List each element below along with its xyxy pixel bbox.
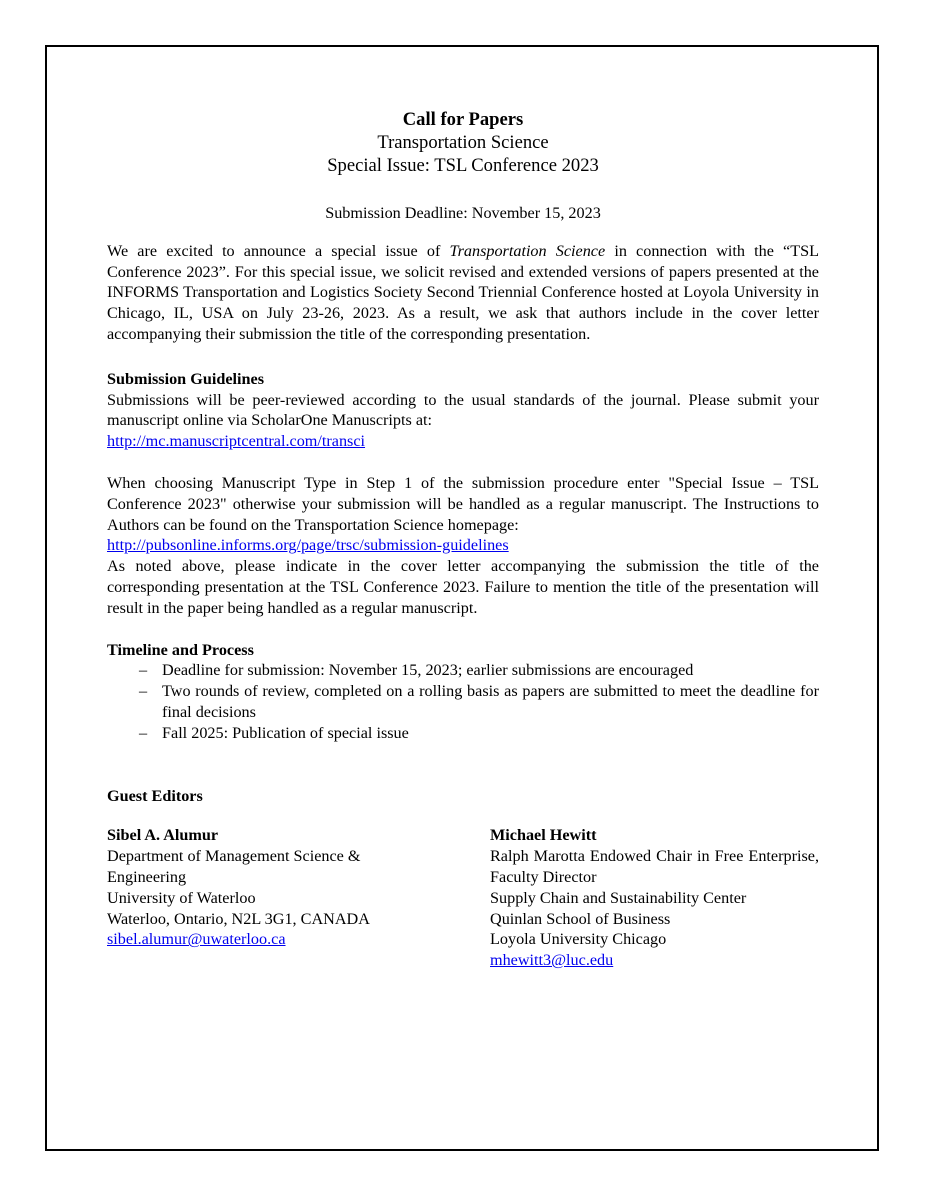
editor-position: Ralph Marotta Endowed Chair in Free Enterprise, Faculty Director [490, 847, 819, 886]
document-header [107, 108, 819, 224]
list-item-text: Deadline for submission: November 15, 2023; earlier submissions are encouraged [162, 661, 694, 680]
intro-journal-italic: Transportation Science [449, 241, 606, 260]
editor-name: Sibel A. Alumur [107, 826, 219, 845]
guidelines-paragraph: Submissions will be peer-reviewed according to the usual standards of the journal. Please submit your manuscript online via ScholarOne Manuscripts at: [107, 390, 819, 430]
list-item-text: Fall 2025: Publication of special issue [162, 723, 409, 742]
submission-deadline: Submission Deadline: November 15, 2023 [325, 204, 601, 222]
editor-university: University of Waterloo [107, 888, 256, 907]
intro-text-start: We are excited to announce a special issue of [107, 241, 450, 260]
special-issue-title: Special Issue: TSL Conference 2023 [327, 155, 599, 176]
editor-department: Department of Management Science & Engineering [107, 847, 361, 886]
editor-address: Waterloo, Ontario, N2L 3G1, CANADA [107, 909, 370, 928]
guest-editors-heading: Guest Editors [107, 786, 203, 805]
editor-name: Michael Hewitt [490, 826, 597, 845]
editor-hewitt [490, 825, 819, 971]
manuscript-type-paragraph: When choosing Manuscript Type in Step 1 of the submission procedure enter "Special Issue – TSL Conference 2023" otherwise your submission will be handled as a regular manuscript. The Instructions to Authors can be found on the Transportation Science homepage: [107, 473, 819, 534]
guidelines-heading: Submission Guidelines [107, 369, 264, 388]
manuscriptcentral-link[interactable]: http://mc.manuscriptcentral.com/transci [107, 432, 366, 451]
timeline-heading: Timeline and Process [107, 640, 254, 659]
intro-paragraph [107, 241, 819, 345]
dash-bullet: – [139, 723, 148, 742]
cover-letter-paragraph: As noted above, please indicate in the cover letter accompanying the submission the title of the corresponding presentation at the TSL Conference 2023. Failure to mention the title of the presentation will result in the paper being handled as a regular manuscript. [107, 557, 819, 617]
editor-email-link[interactable]: mhewitt3@luc.edu [490, 951, 614, 970]
list-item [107, 660, 819, 681]
guest-editors [107, 825, 819, 971]
list-item [107, 723, 819, 744]
document-body [107, 108, 819, 971]
submission-guidelines-link[interactable]: http://pubsonline.informs.org/page/trsc/submission-guidelines [107, 536, 509, 555]
editor-university: Loyola University Chicago [490, 930, 667, 949]
list-item [107, 681, 819, 723]
editor-email-link[interactable]: sibel.alumur@uwaterloo.ca [107, 930, 286, 949]
intro-text-end: in connection with the “TSL Conference 2023”. For this special issue, we solicit revised and extended versions of papers presented at the INFORMS Transportation and Logistics Society Second Triennial Conference hosted at Loyola University in Chicago, IL, USA on July 23-26, 2023. As a result, we ask that authors include in the cover letter accompanying their submission the title of the corresponding presentation. [107, 241, 819, 343]
dash-bullet: – [139, 661, 148, 680]
dash-bullet: – [139, 682, 148, 701]
editor-center: Supply Chain and Sustainability Center [490, 888, 747, 907]
submission-guidelines-section [107, 369, 819, 619]
editor-alumur [107, 825, 407, 971]
list-item-text: Two rounds of review, completed on a rolling basis as papers are submitted to meet the deadline for final decisions [162, 682, 819, 721]
document-title: Call for Papers [402, 109, 524, 130]
timeline-section [107, 640, 819, 744]
timeline-list [107, 660, 819, 743]
editor-school: Quinlan School of Business [490, 909, 671, 928]
journal-name: Transportation Science [377, 132, 549, 153]
